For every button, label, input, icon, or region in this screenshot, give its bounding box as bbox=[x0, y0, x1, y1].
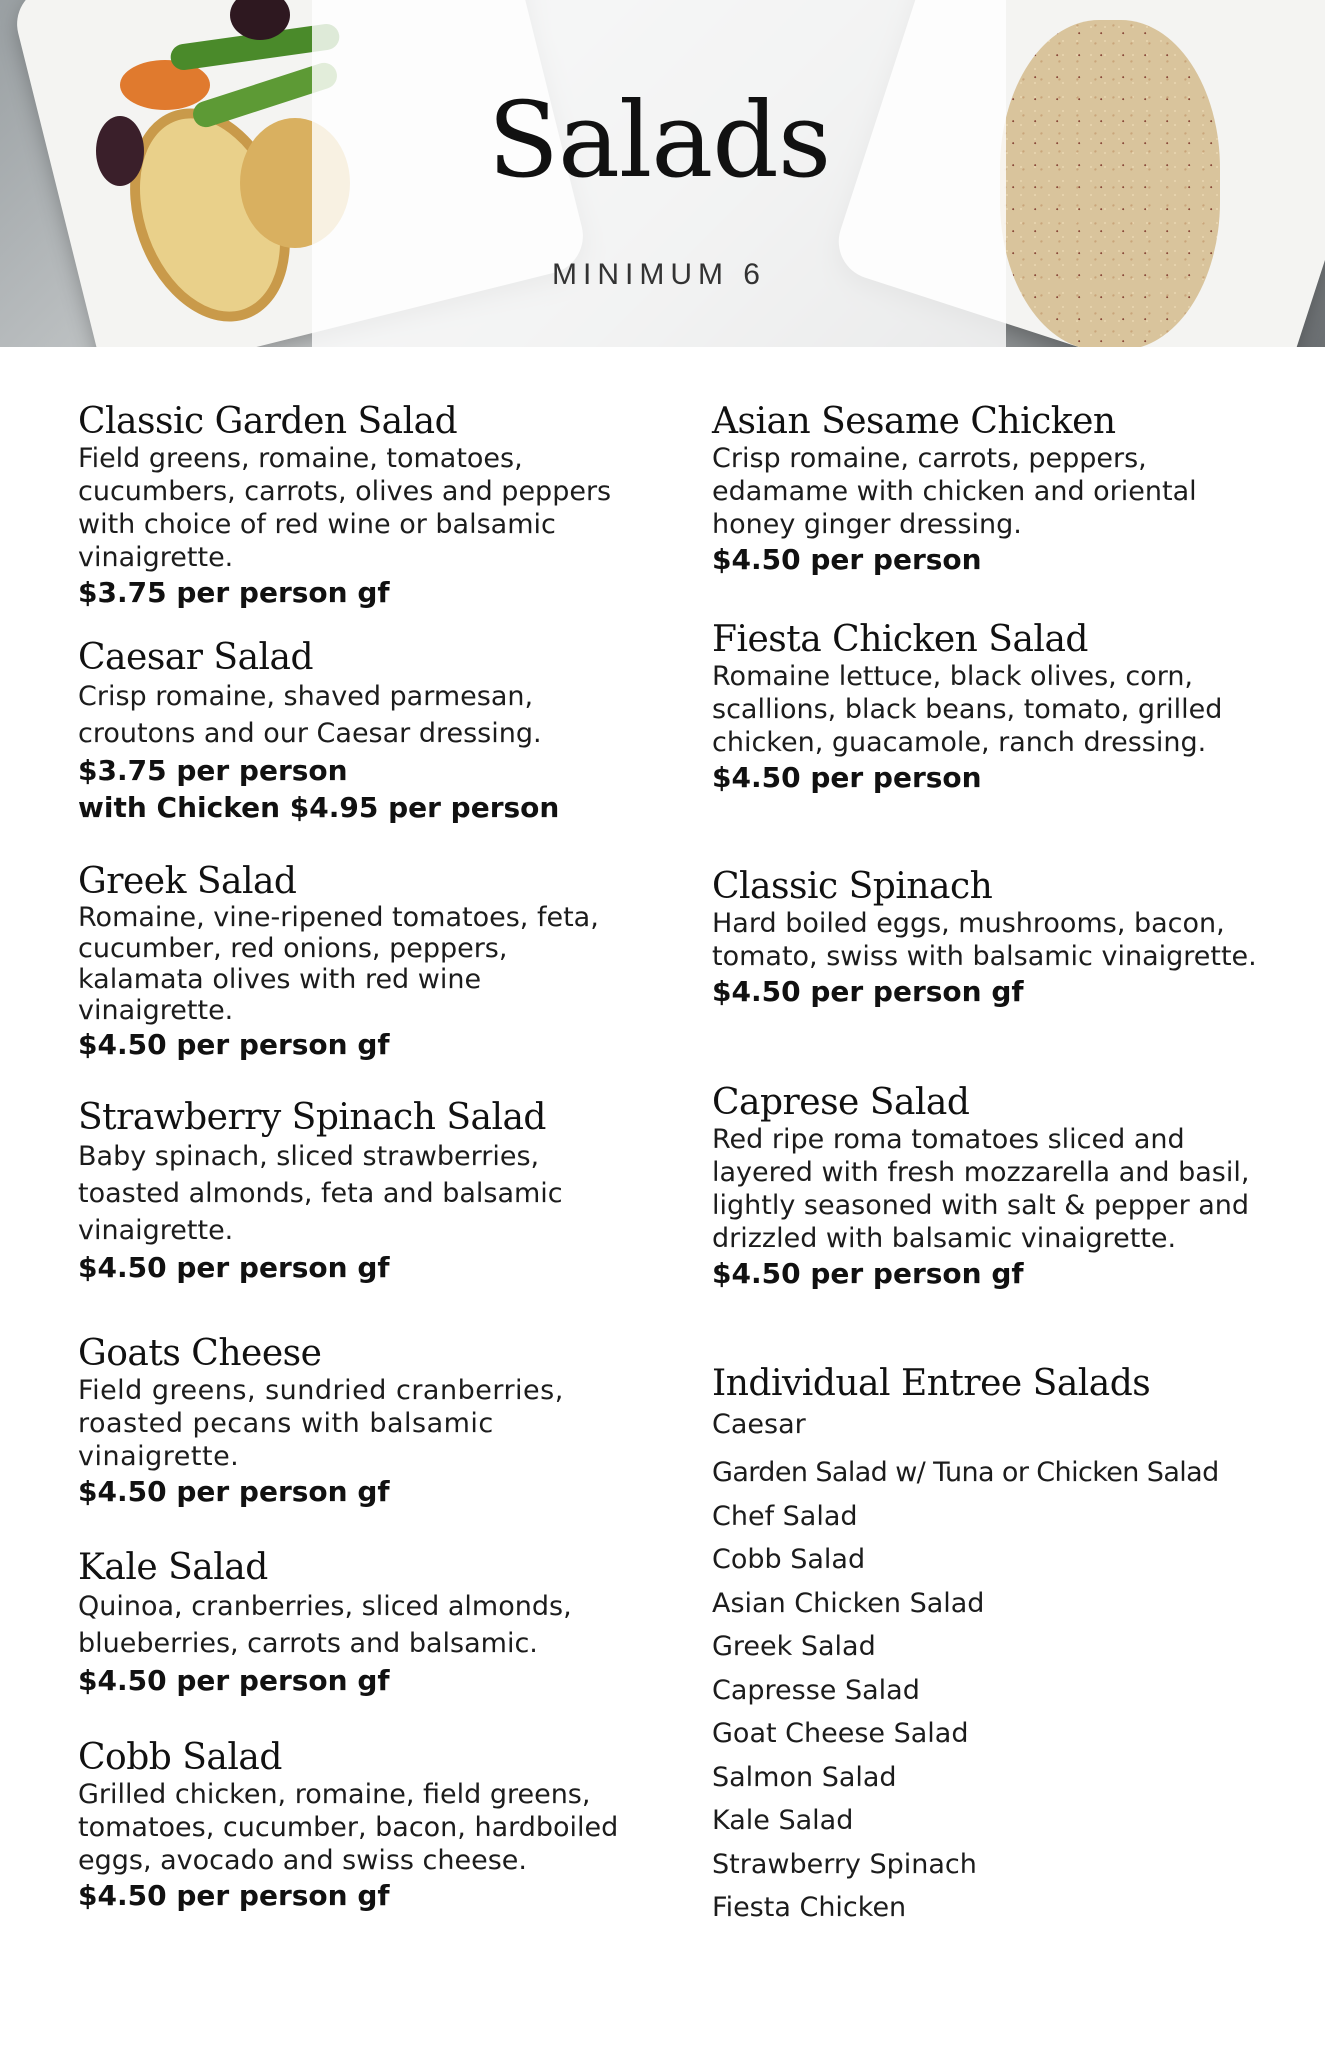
menu-item-name: Kale Salad bbox=[78, 1547, 268, 1588]
menu-item-description: Red ripe roma tomatoes sliced and layered with fresh mozzarella and basil, lightly seasoned with salt & pepper and drizzled with balsamic vinaigrette. bbox=[712, 1124, 1250, 1254]
menu-item-name: Classic Garden Salad bbox=[78, 401, 458, 442]
page-subtitle: MINIMUM 6 bbox=[552, 258, 766, 291]
menu-item-price: $4.50 per person gf bbox=[78, 1251, 390, 1284]
menu-item-description: Romaine lettuce, black olives, corn, scallions, black beans, tomato, grilled chicken, guacamole, ranch dressing. bbox=[712, 661, 1223, 758]
menu-item-price: $4.50 per person gf bbox=[78, 1028, 390, 1061]
menu-item-price-with-chicken: with Chicken $4.95 per person bbox=[78, 791, 560, 824]
menu-item-description: Field greens, sundried cranberries, roasted pecans with balsamic vinaigrette. bbox=[78, 1375, 564, 1472]
quinoa-shape bbox=[1000, 20, 1220, 347]
menu-item-name: Fiesta Chicken Salad bbox=[712, 619, 1088, 660]
entree-list-item: Chef Salad bbox=[712, 1500, 858, 1532]
menu-item-description: Baby spinach, sliced strawberries, toasted almonds, feta and balsamic vinaigrette. bbox=[78, 1141, 563, 1246]
menu-item-description: Romaine, vine-ripened tomatoes, feta, cucumber, red onions, peppers, kalamata olives with red wine vinaigrette. bbox=[78, 902, 599, 1026]
menu-item-description: Quinoa, cranberries, sliced almonds, blueberries, carrots and balsamic. bbox=[78, 1591, 572, 1659]
menu-item bbox=[712, 867, 1272, 1010]
menu-item-description: Crisp romaine, carrots, peppers, edamame with chicken and oriental honey ginger dressing. bbox=[712, 443, 1197, 540]
menu-item bbox=[78, 402, 638, 611]
entree-list-item: Fiesta Chicken bbox=[712, 1892, 907, 1923]
menu-item-description: Grilled chicken, romaine, field greens, tomatoes, cucumber, bacon, hardboiled eggs, avocado and swiss cheese. bbox=[78, 1779, 619, 1876]
menu-item-price: $4.50 per person bbox=[712, 761, 982, 794]
entree-list-item: Greek Salad bbox=[712, 1631, 876, 1662]
menu-item-name: Caprese Salad bbox=[712, 1082, 970, 1123]
menu-item bbox=[78, 1548, 638, 1699]
menu-item-name: Asian Sesame Chicken bbox=[712, 401, 1116, 442]
menu-item bbox=[712, 620, 1272, 796]
menu-item-name: Caesar Salad bbox=[78, 637, 314, 678]
entree-list-item: Strawberry Spinach bbox=[712, 1848, 977, 1880]
entree-list-item: Caesar bbox=[712, 1409, 806, 1440]
menu-item-name: Strawberry Spinach Salad bbox=[78, 1097, 546, 1138]
menu-item-price: $3.75 per person gf bbox=[78, 576, 390, 609]
entree-section bbox=[712, 1364, 1272, 1930]
menu-item bbox=[78, 638, 638, 826]
menu-item-description: Crisp romaine, shaved parmesan, croutons and our Caesar dressing. bbox=[78, 681, 542, 749]
entree-list bbox=[712, 1408, 1272, 1930]
menu-item-name: Goats Cheese bbox=[78, 1333, 322, 1374]
menu-item-description: Hard boiled eggs, mushrooms, bacon, tomato, swiss with balsamic vinaigrette. bbox=[712, 908, 1257, 972]
menu-item bbox=[78, 1334, 638, 1510]
menu-item-price: $4.50 per person bbox=[712, 543, 982, 576]
menu-item-price: $4.50 per person gf bbox=[78, 1664, 390, 1697]
entree-list-item: Capresse Salad bbox=[712, 1674, 920, 1706]
menu-item bbox=[712, 402, 1272, 578]
menu-item-price: $4.50 per person gf bbox=[78, 1475, 390, 1508]
entree-section-title: Individual Entree Salads bbox=[712, 1363, 1151, 1404]
menu-item-price: $4.50 per person gf bbox=[78, 1879, 390, 1912]
entree-list-item: Goat Cheese Salad bbox=[712, 1718, 969, 1749]
olive-shape bbox=[96, 116, 144, 186]
menu-item bbox=[78, 1738, 638, 1914]
entree-list-item: Kale Salad bbox=[712, 1805, 854, 1836]
page-title: Salads bbox=[487, 79, 831, 201]
menu-item-name: Cobb Salad bbox=[78, 1737, 282, 1778]
menu-item-price: $3.75 per person bbox=[78, 754, 348, 787]
header-banner bbox=[0, 0, 1325, 347]
menu-item-name: Greek Salad bbox=[78, 861, 297, 902]
menu-item-description: Field greens, romaine, tomatoes, cucumbers, carrots, olives and peppers with choice of red wine or balsamic vinaigrette. bbox=[78, 443, 612, 573]
menu-item bbox=[78, 862, 638, 1063]
entree-list-item: Asian Chicken Salad bbox=[712, 1587, 985, 1619]
menu-item bbox=[712, 1083, 1272, 1292]
entree-list-item: Garden Salad w/ Tuna or Chicken Salad bbox=[712, 1457, 1219, 1488]
entree-list-item: Salmon Salad bbox=[712, 1761, 897, 1793]
menu-item bbox=[78, 1098, 638, 1286]
entree-list-item: Cobb Salad bbox=[712, 1544, 866, 1575]
menu-item-price: $4.50 per person gf bbox=[712, 1257, 1024, 1290]
menu-item-price: $4.50 per person gf bbox=[712, 975, 1024, 1008]
menu-item-name: Classic Spinach bbox=[712, 866, 993, 907]
